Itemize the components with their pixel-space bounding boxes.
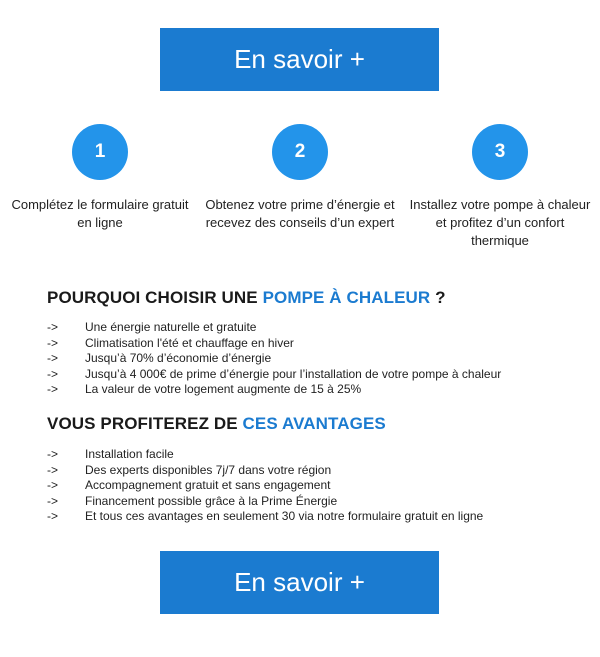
list-item-text: Jusqu’à 4 000€ de prime d’énergie pour l’installation de votre pompe à chaleur — [85, 366, 502, 381]
arrow-icon: -> — [47, 335, 59, 350]
benefits-list — [47, 320, 501, 398]
list-item-text: La valeur de votre logement augmente de 15 à 25% — [85, 382, 362, 396]
list-item — [47, 463, 483, 479]
arrow-icon: -> — [47, 447, 59, 461]
list-item-text: Accompagnement gratuit et sans engagement — [85, 478, 331, 492]
step-1 — [5, 124, 195, 232]
list-item — [47, 367, 501, 383]
step-number-badge: 1 — [72, 124, 128, 180]
step-number-badge: 2 — [272, 124, 328, 180]
arrow-icon: -> — [47, 509, 59, 523]
step-3 — [405, 124, 595, 250]
arrow-icon: -> — [47, 320, 59, 334]
list-item — [47, 320, 501, 336]
advantages-list — [47, 447, 483, 525]
heading-suffix: ? — [430, 288, 446, 307]
list-item-text: Financement possible grâce à la Prime Énergie — [85, 493, 338, 508]
arrow-icon: -> — [47, 366, 59, 381]
en-savoir-button-top[interactable]: En savoir + — [160, 28, 439, 91]
heading-text: VOUS PROFITEREZ DE — [47, 414, 243, 433]
list-item — [47, 447, 483, 463]
heading-text: POURQUOI CHOISIR UNE — [47, 288, 263, 307]
list-item-text: Installation facile — [85, 447, 174, 461]
section-heading-avantages — [47, 414, 386, 434]
step-number-badge: 3 — [472, 124, 528, 180]
list-item-text: Des experts disponibles 7j/7 dans votre région — [85, 462, 332, 477]
list-item-text: Climatisation l'été et chauffage en hiver — [85, 335, 294, 350]
list-item — [47, 478, 483, 494]
list-item — [47, 336, 501, 352]
list-item — [47, 494, 483, 510]
step-description: Installez votre pompe à chaleur et profitez d’un confort thermique — [409, 197, 591, 248]
list-item-text: Jusqu’à 70% d’économie d’énergie — [85, 351, 272, 365]
list-item — [47, 509, 483, 525]
arrow-icon: -> — [47, 462, 59, 477]
arrow-icon: -> — [47, 493, 59, 508]
step-2 — [205, 124, 395, 232]
heading-highlight: POMPE À CHALEUR — [262, 288, 431, 307]
heading-highlight: CES AVANTAGES — [242, 414, 386, 433]
arrow-icon: -> — [47, 351, 59, 365]
step-description: Obtenez votre prime d’énergie et recevez des conseils d’un expert — [205, 197, 395, 230]
section-heading-pourquoi — [47, 288, 446, 308]
arrow-icon: -> — [47, 382, 59, 396]
step-description: Complétez le formulaire gratuit en ligne — [11, 197, 189, 230]
list-item-text: Une énergie naturelle et gratuite — [85, 320, 257, 334]
arrow-icon: -> — [47, 478, 59, 492]
list-item — [47, 382, 501, 398]
list-item-text: Et tous ces avantages en seulement 30 via notre formulaire gratuit en ligne — [85, 509, 484, 523]
list-item — [47, 351, 501, 367]
en-savoir-button-bottom[interactable]: En savoir + — [160, 551, 439, 614]
